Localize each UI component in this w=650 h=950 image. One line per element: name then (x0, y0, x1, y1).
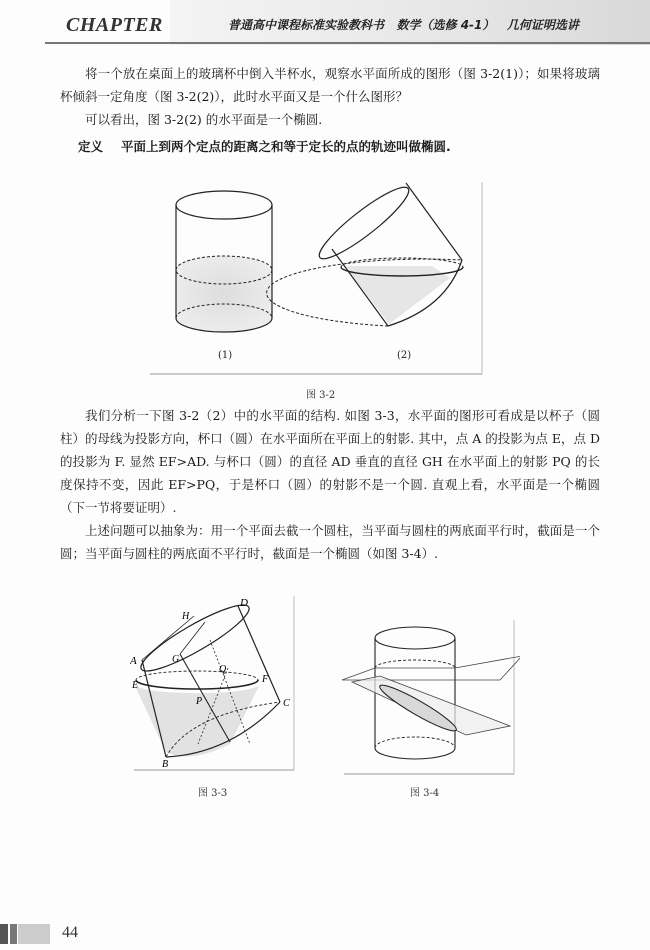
point-label-a: A (130, 655, 137, 667)
figure-3-4 (340, 618, 520, 776)
svg-text:C: C (283, 698, 290, 709)
svg-text:F: F (262, 674, 269, 685)
svg-text:E: E (132, 680, 139, 691)
cylinder-figures-icon (150, 178, 490, 378)
figure-3-3 (130, 594, 300, 774)
subfigure-label-2: (2) (397, 350, 412, 361)
figure-3-4-caption: 图 3-4 (410, 788, 440, 799)
intro-section (60, 62, 600, 158)
figure-3-3-caption: 图 3-3 (198, 788, 228, 799)
footer-bar (0, 924, 8, 944)
definition-term: 定义 (78, 139, 104, 154)
figure-3-2 (150, 178, 490, 378)
svg-text:P: P (196, 696, 203, 707)
svg-text:G: G (172, 654, 180, 665)
analysis-section (60, 404, 600, 565)
page-footer (0, 920, 200, 950)
footer-bar (10, 924, 17, 944)
book-title: 普通高中课程标准实验教科书 数学（选修 4-1） 几何证明选讲 (228, 18, 579, 32)
intro-paragraph-1: 将一个放在桌面上的玻璃杯中倒入半杯水，观察水平面所成的图形（图 3-2(1)）；如果将玻璃杯倾斜一定角度（图 3-2(2)），此时水平面又是一个什么图形？ (60, 66, 600, 104)
svg-text:B: B (162, 759, 169, 770)
chapter-label: CHAPTER (66, 14, 163, 36)
header-rule (45, 42, 650, 44)
definition (60, 135, 600, 158)
figure-3-2-caption: 图 3-2 (306, 390, 336, 401)
cylinder-plane-section-icon (340, 618, 520, 776)
svg-text:D: D (240, 597, 248, 609)
footer-bar (18, 924, 50, 944)
svg-text:Q: Q (219, 664, 227, 675)
subfigure-label-1: (1) (218, 350, 233, 361)
analysis-paragraph-2: 上述问题可以抽象为：用一个平面去截一个圆柱，当平面与圆柱的两底面平行时，截面是一个圆；当平面与圆柱的两底面不平行时，截面是一个椭圆（如图 3-4）. (60, 523, 600, 561)
svg-text:H: H (182, 611, 190, 622)
analysis-paragraph-1: 我们分析一下图 3-2（2）中的水平面的结构. 如图 3-3，水平面的图形可看成是以杯子（圆柱）的母线为投影方向，杯口（圆）在水平面所在平面上的射影. 其中，点 A 的投影为点 E，点 D 的投影为 F. 显然 EF>AD. 与杯口（圆）的直径 AD 垂直的直径 GH 在水平面上的射影 PQ 的长度保持不变，因此 EF>PQ，于是杯口（圆）的射影不是一个圆. 直观上看，水平面是一个椭圆（下一节将要证明）. (60, 408, 600, 515)
definition-text: 平面上到两个定点的距离之和等于定长的点的轨迹叫做椭圆. (121, 139, 451, 154)
intro-paragraph-2: 可以看出，图 3-2(2) 的水平面是一个椭圆. (85, 112, 323, 127)
tilted-cylinder-projection-icon (130, 594, 300, 774)
page-header (0, 0, 650, 45)
page-number: 44 (62, 924, 78, 941)
